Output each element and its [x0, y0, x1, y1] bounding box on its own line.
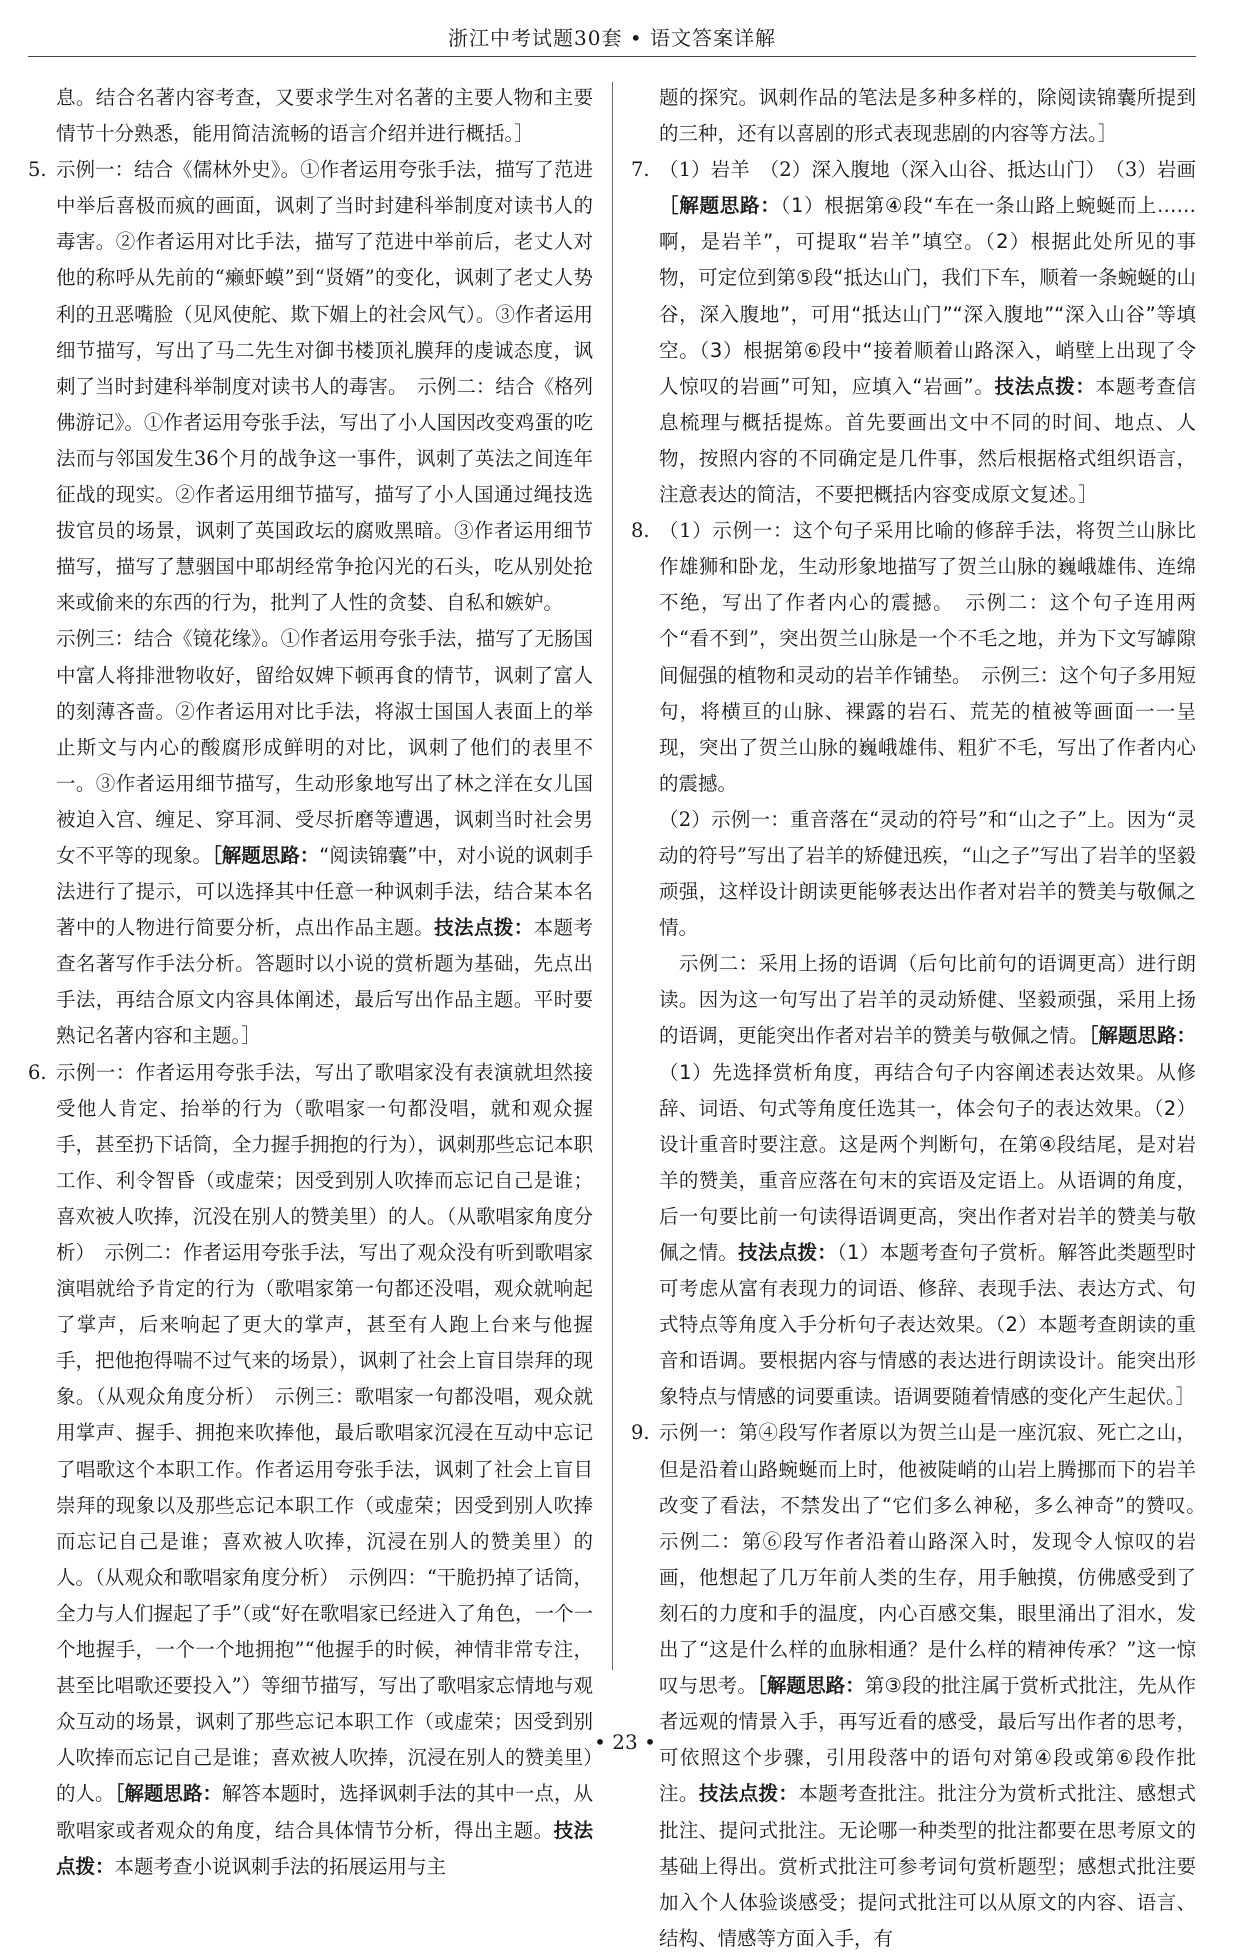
answer-cont-4	[28, 80, 593, 152]
left-column	[28, 80, 593, 1878]
analysis-label: ［解题思路：	[114, 1782, 223, 1806]
analysis-label: ［解题思路：	[212, 843, 320, 867]
column-divider	[612, 82, 613, 1670]
answer-q9	[631, 1415, 1216, 1956]
analysis-note	[56, 1782, 593, 1841]
analysis-label: 技法点拨：	[56, 1818, 593, 1878]
answer-q5-ex1	[28, 152, 593, 621]
answer-q8-2	[631, 802, 1196, 946]
question-number: 7.	[631, 158, 650, 182]
analysis-text: （1）先选择赏析角度，再结合句子内容阐述表达效果。从修辞、词语、句式等角度任选其一，体会句子的表达效果。（2）设计重音时要注意。这是两个判断句，在第④段结尾，是对岩羊的赞美，重音应落在句末的宾语及定语上。从语调的角度，后一句要比前一句读得语调更高，突出作者对岩羊的赞美与敬佩之情。	[659, 1060, 1196, 1264]
analysis-note	[659, 194, 1196, 397]
analysis-text: 息。结合名著内容考查，又要求学生对名著的主要人物和主要情节十分熟悉，能用简洁流畅的语言介绍并进行概括。］	[56, 86, 593, 146]
answer-cont-6	[631, 80, 1196, 152]
answer-q7	[631, 152, 1196, 513]
answer-q5-ex3	[28, 621, 593, 1054]
analysis-text: （1）本题考查句子赏析。解答此类题型时可考虑从富有表现力的词语、修辞、表现手法、表达方式、句式特点等角度入手分析句子表达效果。（2）本题考查朗读的重音和语调。要根据内容与情感的表达进行朗读设计。能突出形象特点与情感的词要重读。语调要随着情感的变化产生起伏。］	[659, 1241, 1196, 1409]
header-rule	[28, 56, 1196, 57]
page-header: 浙江中考试题30套 • 语文答案详解	[448, 26, 776, 50]
analysis-note	[659, 1782, 1196, 1949]
answer-text: 示例一：作者运用夸张手法，写出了歌唱家没有表演就坦然接受他人肯定、抬举的行为（歌唱家一句都没唱，就和观众握手，甚至扔下话筒，全力握手拥抱的行为），讽刺那些忘记本职工作、利令智昏（或虚荣；因受到别人吹捧而忘记自己是谁；喜欢被人吹捧，沉没在别人的赞美里）的人。（从歌唱家角度分析） 示例二：作者运用夸张手法，写出了观众没有听到歌唱家演唱就给予肯定的行为（歌唱家第一句都还没唱，观众就响起了掌声，后来响起了更大的掌声，甚至有人跑上台来与他握手，把他抱得喘不过气来的场景），讽刺了社会上盲目崇拜的现象。（从观众角度分析） 示例三：歌唱家一句都没唱，观众就用掌声、握手、拥抱来吹捧他，最后歌唱家沉浸在互动中忘记了唱歌这个本职工作。作者运用夸张手法，讽刺了社会上盲目崇拜的现象以及那些忘记本职工作（或虚荣；因受到别人吹捧而忘记自己是谁；喜欢被人吹捧，沉浸在别人的赞美里）的人。（从观众和歌唱家角度分析） 示例四：“干脆扔掉了话筒，全力与人们握起了手”（或“好在歌唱家已经进入了角色，一个一个地握手，一个一个地拥抱”“他握手的时候，神情非常专注，甚至比唱歌还要投入”）等细节描写，写出了歌唱家忘情地与观众互动的场景，讽刺了那些忘记本职工作（或虚荣；因受到别人吹捧而忘记自己是谁；喜欢被人吹捧，沉浸在别人的赞美里）的人。	[56, 1060, 593, 1806]
analysis-text: 本题考查名著写作手法分析。答题时以小说的赏析题为基础，先点出手法，再结合原文内容具体阐述，最后写出作品主题。平时要熟记名著内容和主题。］	[56, 916, 593, 1048]
analysis-text: 本题考查小说讽刺手法的拓展运用与主	[114, 1854, 447, 1878]
analysis-text: 本题考查批注。批注分为赏析式批注、感想式批注、提问式批注。无论哪一种类型的批注都要在思考原文的基础上得出。赏析式批注可参考词句赏析题型；感想式批注要加入个人体验谈感受；提问式批注可以从原文的内容、语言、结构、情感等方面入手，有	[659, 1782, 1196, 1950]
answer-text: 示例三：结合《镜花缘》。①作者运用夸张手法，描写了无肠国中富人将排泄物收好，留给奴婢下顿再食的情节，讽刺了富人的刻薄吝啬。②作者运用对比手法，将淑士国国人表面上的举止斯文与内心的酸腐形成鲜明的对比，讽刺了他们的表里不一。③作者运用细节描写，生动形象地写出了林之洋在女儿国被迫入宫、缠足、穿耳洞、受尽折磨等遭遇，讽刺当时社会男女不平等的现象。	[56, 627, 593, 867]
answer-text: 示例一：结合《儒林外史》。①作者运用夸张手法，描写了范进中举后喜极而疯的画面，讽刺了当时封建科举制度对读书人的毒害。②作者运用对比手法，描写了范进中举前后，老丈人对他的称呼从先前的“癞虾蟆”到“贤婿”的变化，讽刺了老丈人势利的丑恶嘴脸（见风使舵、欺下媚上的社会风气）。③作者运用细节描写，写出了马二先生对御书楼顶礼膜拜的虔诚态度，讽刺了当时封建科举制度对读书人的毒害。 示例二：结合《格列佛游记》。①作者运用夸张手法，写出了小人国因改变鸡蛋的吃法而与邻国发生36个月的战争这一事件，讽刺了英法之间连年征战的现实。②作者运用细节描写，描写了小人国通过绳技选拔官员的场景，讽刺了英国政坛的腐败黑暗。③作者运用细节描写，描写了慧骃国中耶胡经常争抢闪光的石头，吃从别处抢来或偷来的东西的行为，批判了人性的贪婪、自私和嫉妒。	[56, 158, 593, 615]
answer-text: （2）示例一：重音落在“灵动的符号”和“山之子”上。因为“灵动的符号”写出了岩羊的矫健迅疾，“山之子”写出了岩羊的坚毅顽强，这样设计朗读更能够表达出作者对岩羊的赞美与敬佩之情。	[659, 807, 1196, 940]
answer-text: （1）示例一：这个句子采用比喻的修辞手法，将贺兰山脉比作雄狮和卧龙，生动形象地描写了贺兰山脉的巍峨雄伟、连绵不绝，写出了作者内心的震撼。 示例二：这个句子连用两个“看不到”，突出贺兰山脉是一个不毛之地，并为下文写罅隙间倔强的植物和灵动的岩羊作铺垫。 示例三：这个句子多用短句，将横亘的山脉、裸露的岩石、荒芜的植被等画面一一呈现，突出了贺兰山脉的巍峨雄伟、粗犷不毛，写出了作者内心的震撼。	[659, 519, 1196, 795]
analysis-label: ［解题思路：	[757, 1674, 865, 1698]
analysis-text: 题的探究。讽刺作品的笔法是多种多样的，除阅读锦囊所提到的三种，还有以喜剧的形式表现悲剧的内容等方法。］	[659, 86, 1196, 146]
question-number: 6.	[28, 1060, 47, 1084]
question-number: 9.	[631, 1421, 650, 1445]
answer-text: 示例二：采用上扬的语调（后句比前句的语调更高）进行朗读。因为这一句写出了岩羊的灵动矫健、坚毅顽强，采用上扬的语调，更能突出作者对岩羊的赞美与敬佩之情。	[659, 952, 1196, 1048]
answer-q8-3	[631, 946, 1196, 1415]
analysis-label: ［解题思路：	[1088, 1024, 1196, 1048]
question-number: 5.	[28, 158, 47, 182]
analysis-label: 技法点拨：	[994, 374, 1096, 398]
right-column	[631, 80, 1216, 1950]
page-number: • 23 •	[594, 1730, 656, 1754]
analysis-label: 技法点拨：	[434, 916, 534, 940]
analysis-text: （1）根据第④段“车在一条山路上蜿蜒而上……啊，是岩羊”，可提取“岩羊”填空。（2）根据此处所见的事物，可定位到第⑤段“抵达山门，我们下车，顺着一条蜿蜒的山谷，深入腹地”，可用“抵达山门”“深入腹地”“深入山谷”等填空。（3）根据第⑥段中“接着顺着山路深入，峭壁上出现了令人惊叹的岩画”可知，应填入“岩画”。	[659, 194, 1196, 398]
analysis-label: ［解题思路：	[659, 194, 781, 218]
analysis-text: “阅读锦囊”中，对小说的讽刺手法进行了提示，可以选择其中任意一种讽刺手法，结合某本名著中的人物进行简要分析，点出作品主题。	[56, 843, 593, 940]
answer-text: （1）岩羊 （2）深入腹地（深入山谷、抵达山门） （3）岩画	[659, 158, 1196, 182]
analysis-note	[659, 1024, 1196, 1264]
analysis-text: 本题考查信息梳理与概括提炼。首先要画出文中不同的时间、地点、人物，按照内容的不同确定是几件事，然后根据格式组织语言，注意表达的简洁，不要把概括内容变成原文复述。］	[659, 374, 1196, 507]
answer-q8-1	[631, 513, 1196, 802]
analysis-text: 第③段的批注属于赏析式批注，先从作者远观的情景入手，再写近看的感受，最后写出作者的思考，可依照这个步骤，引用段落中的语句对第④段或第⑥段作批注。	[659, 1674, 1196, 1806]
analysis-label: 技法点拨：	[698, 1782, 799, 1806]
question-number: 8.	[631, 519, 650, 543]
analysis-note	[659, 1241, 1196, 1408]
answer-q6	[28, 1055, 593, 1885]
analysis-label: 技法点拨：	[738, 1241, 838, 1264]
analysis-note	[56, 86, 593, 145]
analysis-note	[659, 86, 1196, 145]
analysis-text: 解答本题时，选择讽刺手法的其中一点，从歌唱家或者观众的角度，结合具体情节分析，得出主题。	[56, 1782, 593, 1842]
answer-text: 示例一：第④段写作者原以为贺兰山是一座沉寂、死亡之山，但是沿着山路蜿蜒而上时，他被陡峭的山岩上腾挪而下的岩羊改变了看法，不禁发出了“它们多么神秘，多么神奇”的赞叹。 示例二：第⑥段写作者沿着山路深入时，发现令人惊叹的岩画，他想起了几万年前人类的生存，用手触摸，仿佛感受到了刻石的力度和手的温度，内心百感交集，眼里涌出了泪水，发出了“这是什么样的血脉相通？是什么样的精神传承？”这一惊叹与思考。	[659, 1421, 1216, 1698]
